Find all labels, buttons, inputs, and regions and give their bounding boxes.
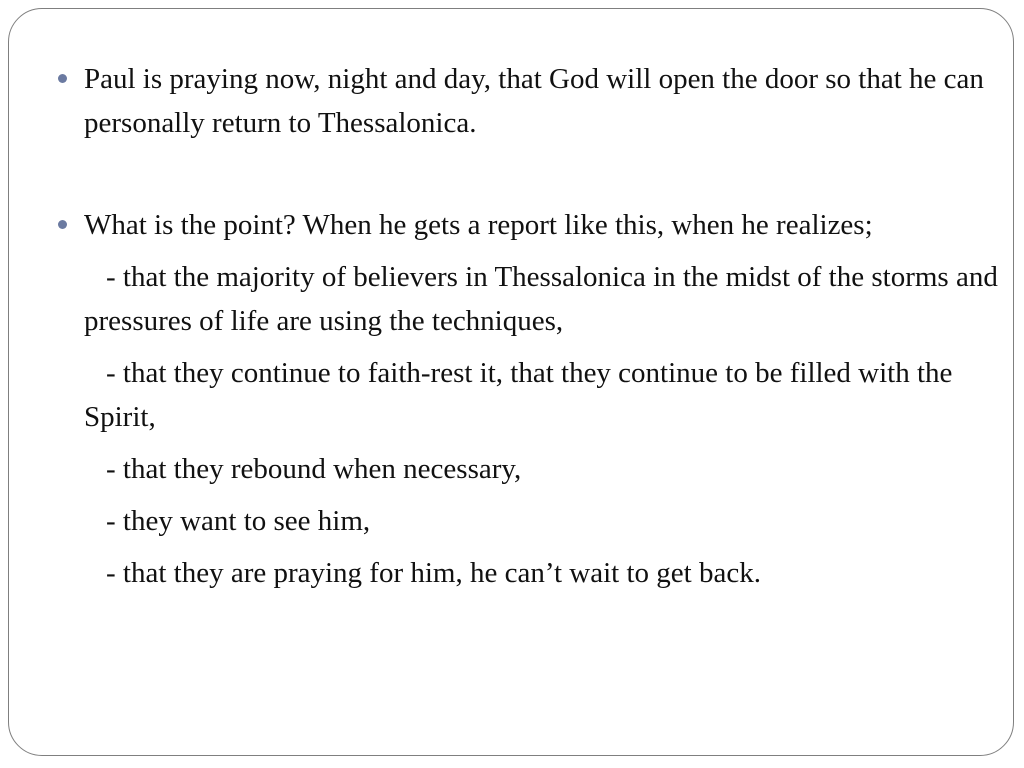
subpoint-2: - that they continue to faith-rest it, that they continue to be filled with the Spirit,	[84, 357, 953, 433]
bullet-text-2: What is the point? When he gets a report like this, when he realizes;	[84, 209, 873, 241]
slide-frame	[8, 8, 1014, 756]
subpoint-4: - they want to see him,	[106, 505, 371, 537]
bullet-dot-icon	[58, 220, 67, 229]
bullet-item-1	[84, 57, 1024, 145]
bullet-dot-icon	[58, 74, 67, 83]
subpoint-1: - that the majority of believers in Thessalonica in the midst of the storms and pressures of life are using the techniques,	[84, 261, 998, 337]
slide-content	[84, 57, 1024, 595]
subpoint-3: - that they rebound when necessary,	[106, 453, 522, 485]
subpoint-5: - that they are praying for him, he can’t wait to get back.	[106, 557, 761, 589]
bullet-item-2	[84, 203, 1024, 247]
bullet-text-1: Paul is praying now, night and day, that God will open the door so that he can personally return to Thessalonica.	[84, 63, 984, 139]
